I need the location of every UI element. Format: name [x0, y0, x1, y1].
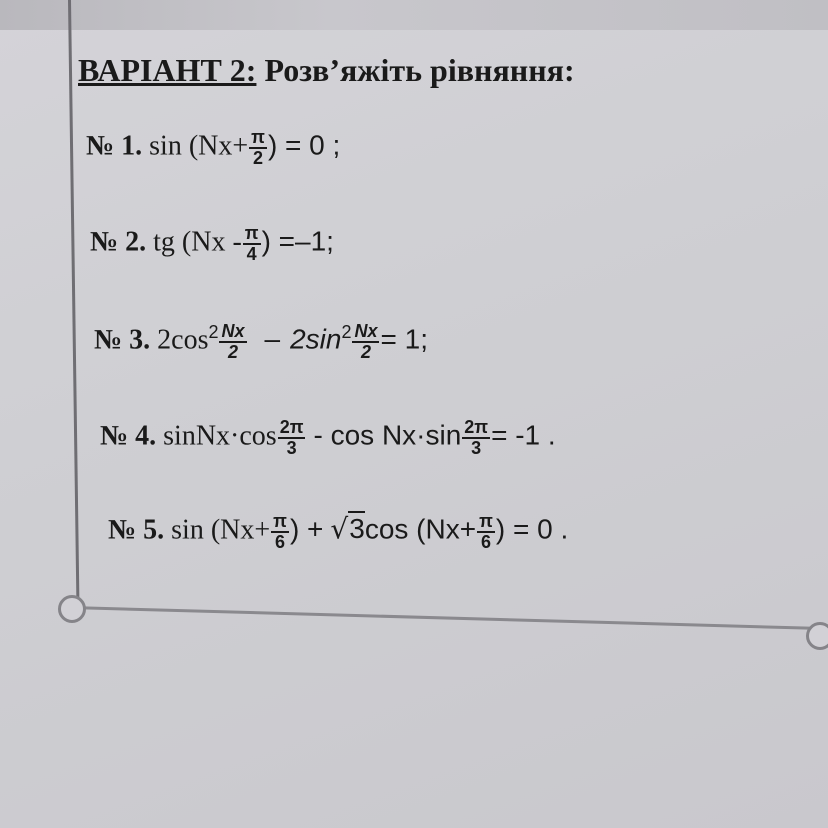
fraction-numerator: Nx [221, 321, 245, 342]
expr-part: = -1 . [491, 419, 556, 451]
sqrt-symbol: √ [330, 512, 349, 546]
problem-5 [108, 512, 568, 552]
fraction-numerator: 2π [464, 417, 489, 437]
sqrt-radicand: 3 [349, 513, 365, 545]
problem-label: № 4. [100, 420, 157, 452]
expr-part: 2cos [157, 324, 209, 356]
expr-part: sinNx·cos [163, 420, 277, 452]
fraction-denominator: 2 [227, 341, 238, 362]
table-handle-circle-left [58, 595, 86, 623]
problem-label: № 3. [94, 324, 151, 356]
exponent: 2 [208, 322, 219, 342]
expr-part: = 1; [380, 323, 428, 355]
minus-sign: – [264, 323, 281, 355]
fraction-numerator: π [273, 511, 287, 531]
expr-part: cos (Nx+ [364, 513, 477, 545]
expr-part: ) = 0 ; [267, 129, 341, 161]
fraction-numerator: Nx [354, 321, 378, 342]
expr-part: ) =–1; [261, 225, 334, 257]
problem-1 [86, 128, 340, 168]
background-shadow [0, 0, 828, 30]
fraction-numerator: π [244, 223, 259, 243]
title-line [78, 52, 575, 89]
fraction [243, 224, 261, 264]
expr-part: sin (Nx+ [171, 514, 271, 546]
table-handle-circle-right [806, 622, 828, 650]
expr-part: tg (Nx - [153, 226, 242, 258]
problem-label: № 1. [86, 130, 143, 162]
fraction-denominator: 6 [275, 531, 286, 552]
problem-4 [100, 418, 556, 458]
fraction-denominator: 4 [246, 243, 257, 264]
problem-label: № 5. [108, 514, 165, 546]
variant-label: ВАРІАНТ 2: [78, 52, 257, 88]
problem-label: № 2. [90, 226, 147, 258]
fraction [249, 128, 267, 168]
fraction-numerator: π [251, 127, 265, 147]
task-text: Розв’яжіть рівняння: [264, 52, 575, 88]
exponent: 2 [341, 322, 352, 342]
expr-part: 2sin [290, 323, 342, 355]
fraction-denominator: 2 [360, 341, 371, 362]
expr-part: - cos Nx·sin [313, 419, 462, 451]
expr-part: sin (Nx+ [149, 130, 249, 162]
fraction-numerator: 2π [279, 417, 304, 437]
expr-part: ) = 0 . [495, 513, 569, 545]
fraction-denominator: 3 [286, 437, 297, 458]
table-border-vertical [68, 0, 79, 606]
fraction-denominator: 2 [253, 147, 264, 168]
table-border-horizontal [70, 606, 828, 630]
fraction [462, 418, 490, 458]
fraction [352, 322, 379, 362]
expr-part: ) + [289, 513, 324, 545]
fraction-denominator: 3 [471, 437, 482, 458]
fraction-numerator: π [479, 511, 493, 531]
fraction [477, 512, 495, 552]
problem-3 [94, 322, 428, 362]
fraction-denominator: 6 [480, 531, 491, 552]
problem-2 [90, 224, 334, 264]
fraction [271, 512, 289, 552]
fraction [219, 322, 246, 362]
fraction [278, 418, 306, 458]
